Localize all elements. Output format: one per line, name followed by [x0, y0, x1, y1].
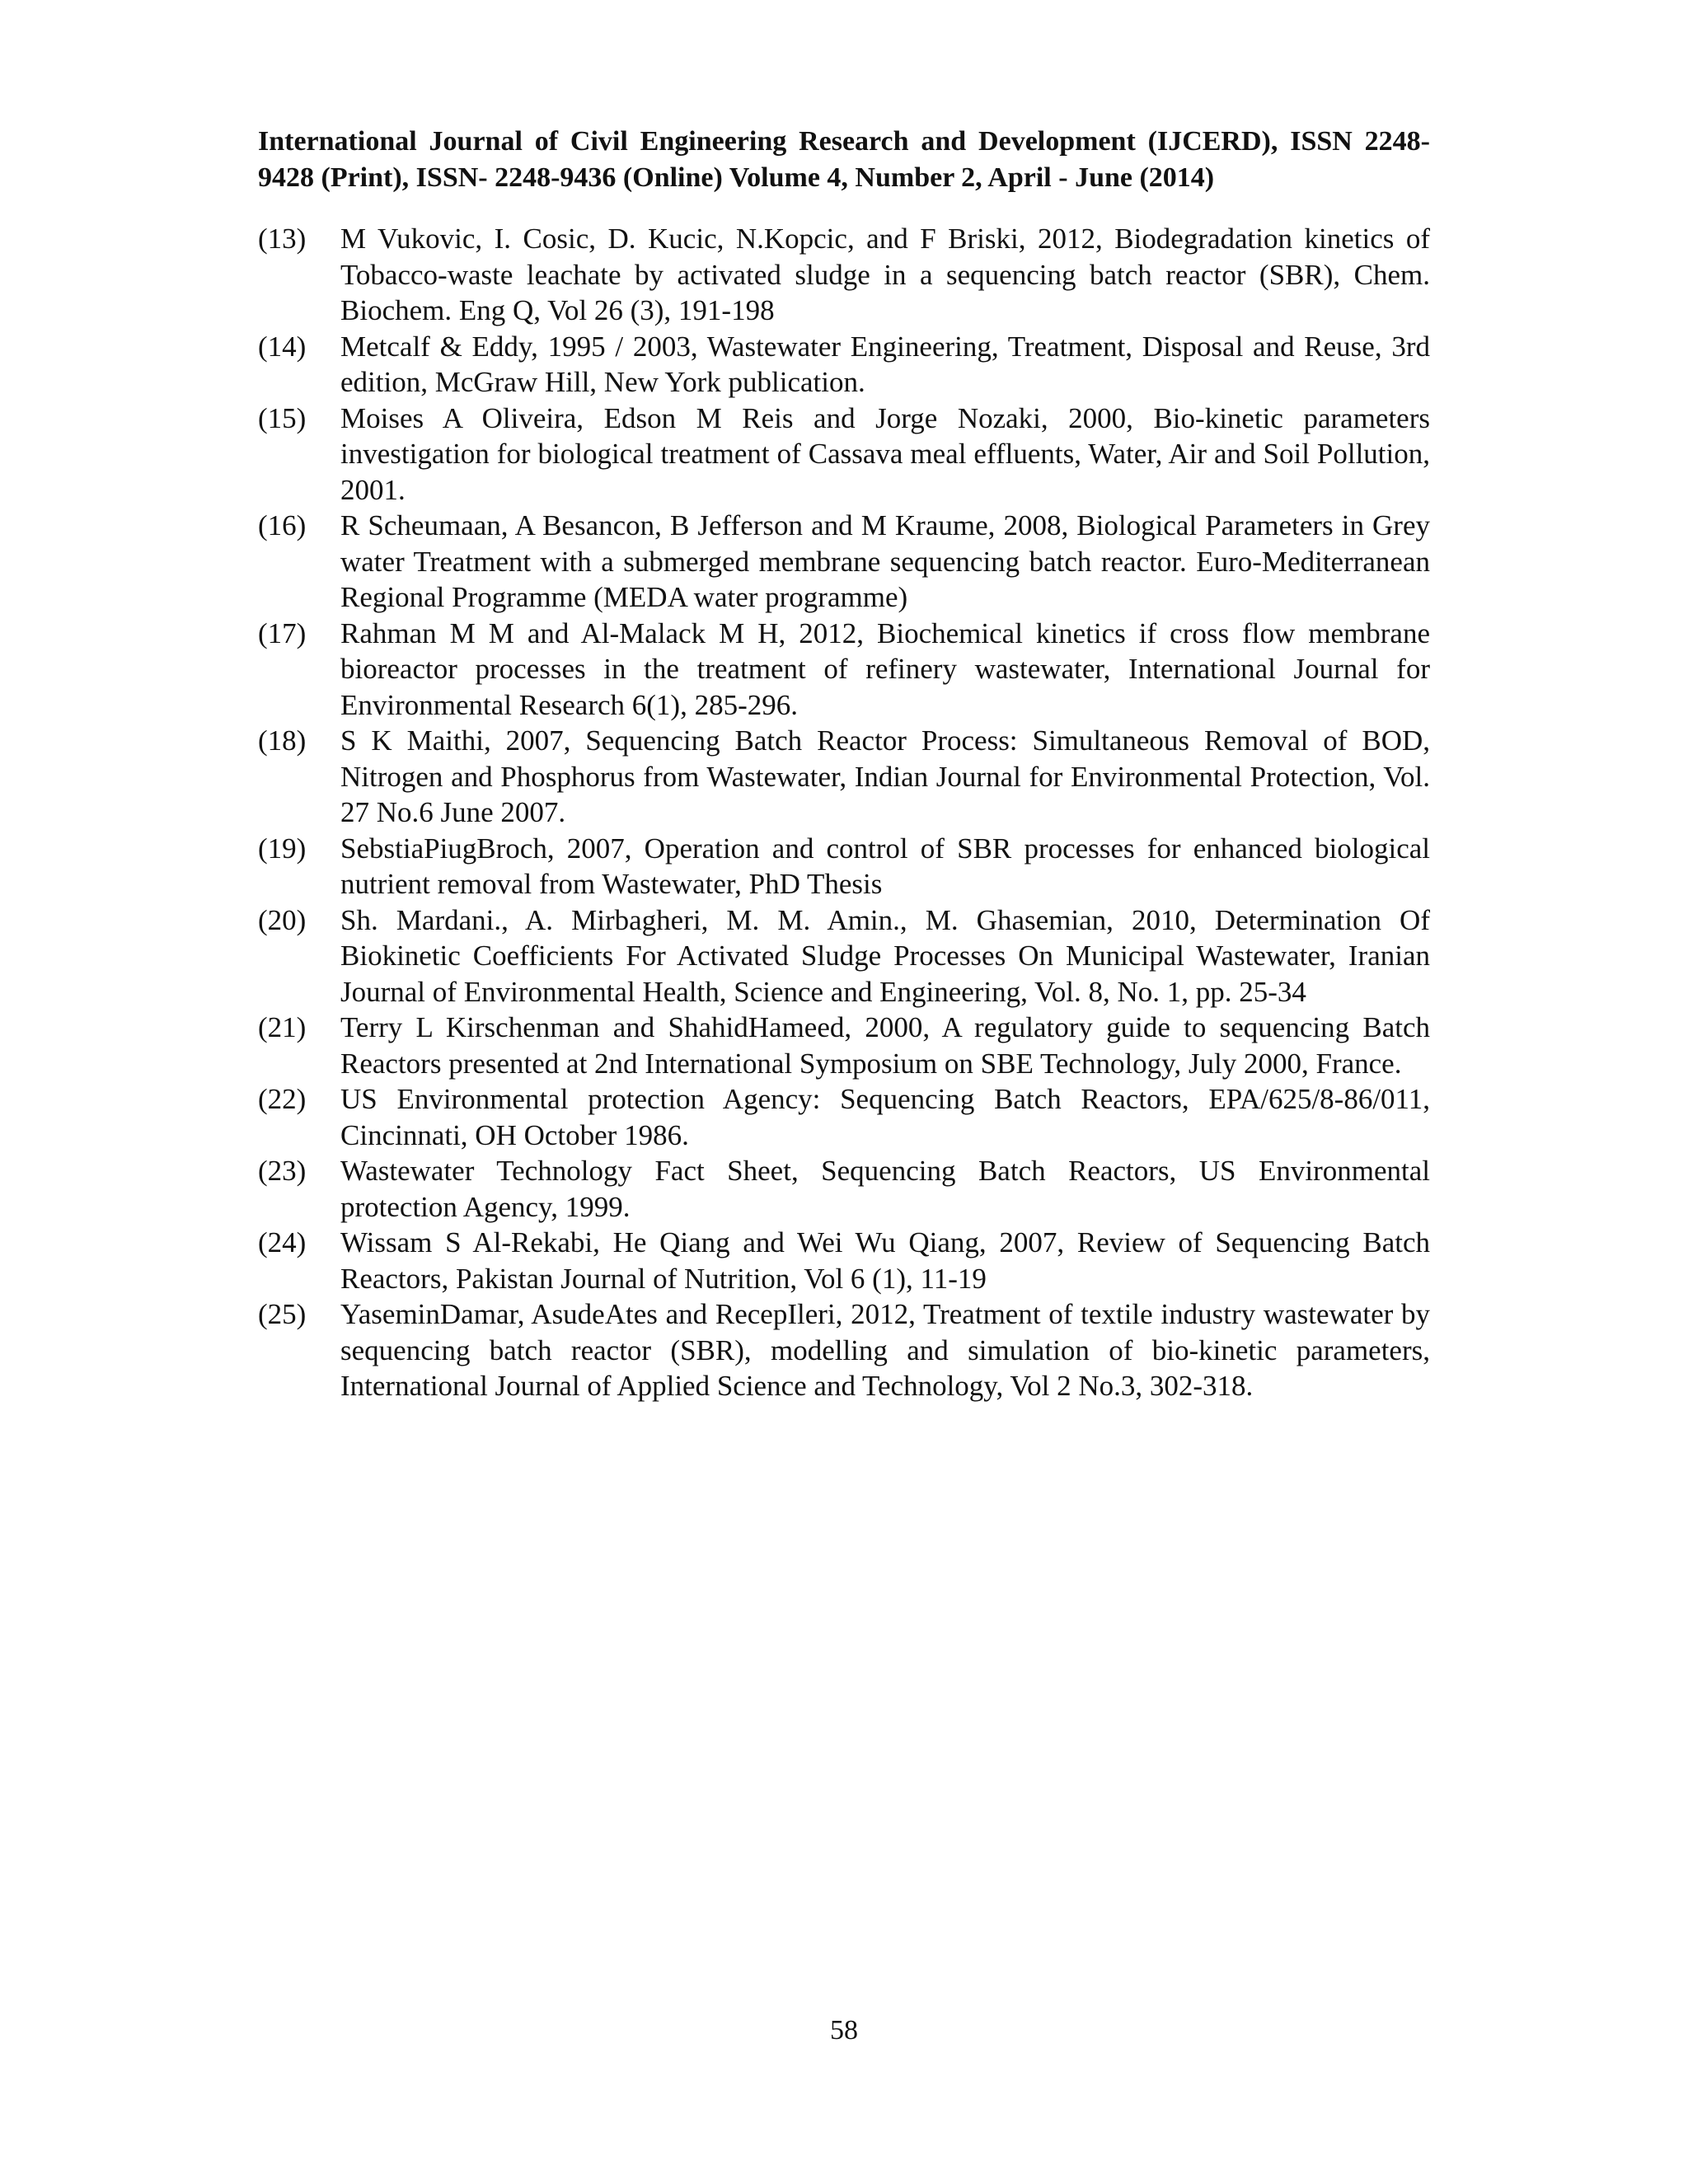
reference-number: (22) — [258, 1083, 307, 1115]
reference-item — [258, 401, 1430, 509]
reference-item — [258, 616, 1430, 724]
reference-text: Metcalf & Eddy, 1995 / 2003, Wastewater Engineering, Treatment, Disposal and Reuse, 3rd edition, McGraw Hill, New York publication. — [340, 330, 1430, 398]
reference-text: Terry L Kirschenman and ShahidHameed, 2000, A regulatory guide to sequencing Batch Reactors presented at 2nd International Symposium on SBE Technology, July 2000, France. — [340, 1011, 1430, 1080]
reference-number: (17) — [258, 616, 307, 649]
reference-text: SebstiaPiugBroch, 2007, Operation and control of SBR processes for enhanced biological nutrient removal from Wastewater, PhD Thesis — [340, 832, 1430, 900]
reference-text: YaseminDamar, AsudeAtes and RecepIleri, 2012, Treatment of textile industry wastewater by sequencing batch reactor (SBR), modelling and simulation of bio-kinetic parameters, International Journal of Applied Science and Technology, Vol 2 No.3, 302-318. — [340, 1298, 1430, 1402]
reference-text: Moises A Oliveira, Edson M Reis and Jorge Nozaki, 2000, Bio-kinetic parameters investigation for biological treatment of Cassava meal effluents, Water, Air and Soil Pollution, 2001. — [340, 401, 1430, 506]
reference-text: Wastewater Technology Fact Sheet, Sequencing Batch Reactors, US Environmental protection Agency, 1999. — [340, 1155, 1430, 1223]
page-number: 58 — [830, 2015, 858, 2046]
reference-number: (13) — [258, 223, 307, 255]
reference-text: US Environmental protection Agency: Sequencing Batch Reactors, EPA/625/8-86/011, Cincinnati, OH October 1986. — [340, 1083, 1430, 1151]
reference-text: Sh. Mardani., A. Mirbagheri, M. M. Amin., M. Ghasemian, 2010, Determination Of Biokinetic Coefficients For Activated Sludge Processes On Municipal Wastewater, Iranian Journal of Environmental Health, Science and Engineering, Vol. 8, No. 1, pp. 25-34 — [340, 903, 1430, 1008]
reference-number: (25) — [258, 1298, 307, 1330]
reference-text: Rahman M M and Al-Malack M H, 2012, Biochemical kinetics if cross flow membrane bioreactor processes in the treatment of refinery wastewater, International Journal for Environmental Research 6(1), 285-296. — [340, 616, 1430, 721]
reference-number: (21) — [258, 1011, 307, 1043]
reference-number: (15) — [258, 401, 307, 434]
reference-item — [258, 1010, 1430, 1081]
reference-item — [258, 831, 1430, 902]
reference-number: (24) — [258, 1226, 307, 1258]
journal-header: International Journal of Civil Engineering Research and Development (IJCERD), ISSN 2248-9428 (Print), ISSN- 2248-9436 (Online) Volume 4, Number 2, April - June (2014) — [258, 126, 1430, 193]
reference-number: (19) — [258, 832, 307, 865]
reference-text: S K Maithi, 2007, Sequencing Batch Reactor Process: Simultaneous Removal of BOD, Nitrogen and Phosphorus from Wastewater, Indian Journal for Environmental Protection, Vol. 27 No.6 June 2007. — [340, 724, 1430, 828]
reference-item — [258, 723, 1430, 831]
reference-item — [258, 1081, 1430, 1153]
reference-number: (18) — [258, 724, 307, 757]
reference-number: (23) — [258, 1155, 307, 1187]
reference-text: Wissam S Al-Rekabi, He Qiang and Wei Wu Qiang, 2007, Review of Sequencing Batch Reactors, Pakistan Journal of Nutrition, Vol 6 (1), 11-19 — [340, 1226, 1430, 1295]
reference-number: (14) — [258, 330, 307, 363]
reference-text: M Vukovic, I. Cosic, D. Kucic, N.Kopcic, and F Briski, 2012, Biodegradation kinetics of Tobacco-waste leachate by activated sludge in a sequencing batch reactor (SBR), Chem. Biochem. Eng Q, Vol 26 (3), 191-198 — [340, 223, 1430, 326]
reference-item — [258, 221, 1430, 329]
reference-number: (20) — [258, 903, 307, 936]
reference-list — [258, 221, 1430, 1404]
reference-item — [258, 902, 1430, 1010]
reference-item — [258, 1296, 1430, 1404]
reference-item — [258, 1225, 1430, 1296]
reference-item — [258, 1153, 1430, 1225]
reference-item — [258, 329, 1430, 401]
reference-item — [258, 508, 1430, 616]
reference-text: R Scheumaan, A Besancon, B Jefferson and M Kraume, 2008, Biological Parameters in Grey water Treatment with a submerged membrane sequencing batch reactor. Euro-Mediterranean Regional Programme (MEDA water programme) — [340, 509, 1430, 613]
reference-number: (16) — [258, 509, 307, 541]
